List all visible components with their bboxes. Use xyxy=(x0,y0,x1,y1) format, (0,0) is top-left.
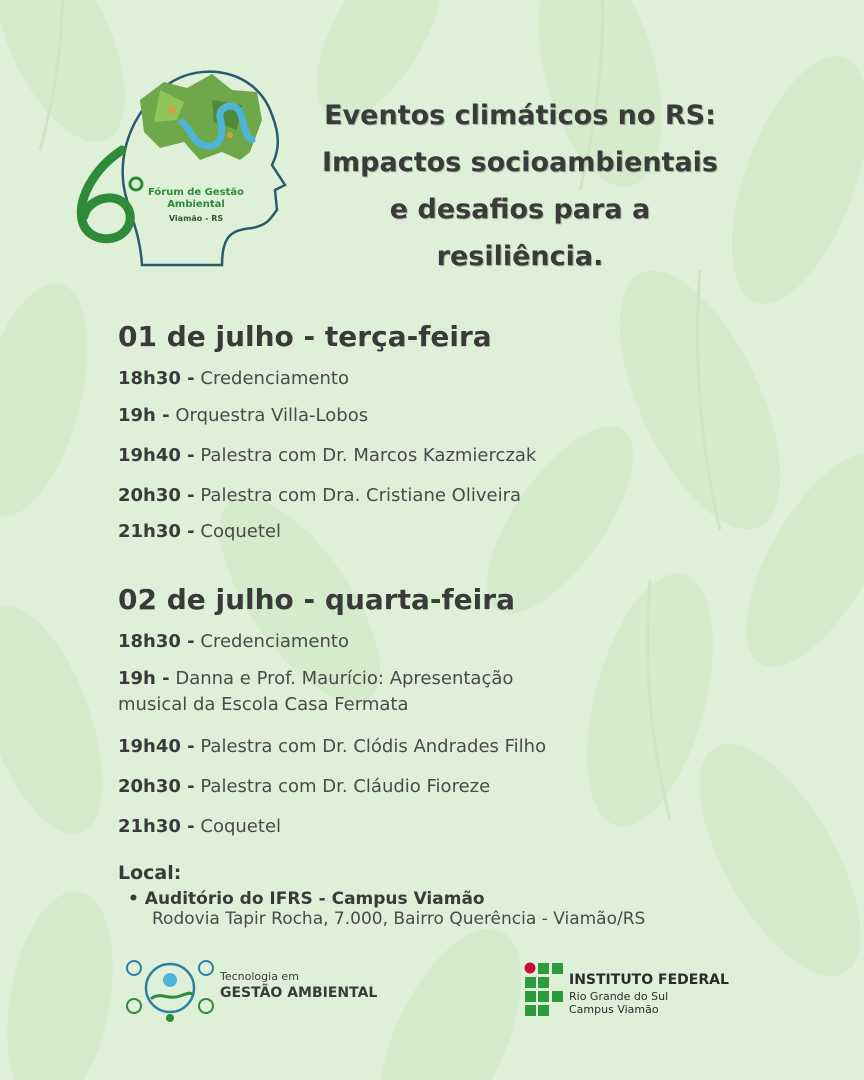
environment-hand-icon xyxy=(124,958,216,1022)
ifrs-name: INSTITUTO FEDERAL xyxy=(569,972,729,988)
schedule-item: 21h30 - Coquetel xyxy=(118,521,282,542)
location-label: Local: xyxy=(118,862,182,884)
tga-title: GESTÃO AMBIENTAL xyxy=(220,985,378,1001)
schedule-item: 19h40 - Palestra com Dr. Marcos Kazmierczak xyxy=(118,445,537,466)
forum-logo xyxy=(72,60,292,270)
schedule-item: 20h30 - Palestra com Dr. Cláudio Fioreze xyxy=(118,776,491,797)
schedule-item: 19h - Danna e Prof. Maurício: Apresentação musical da Escola Casa Fermata xyxy=(118,668,514,715)
tga-subtitle: Tecnologia em xyxy=(220,970,299,983)
schedule-item: 18h30 - Credenciamento xyxy=(118,368,349,389)
gestao-ambiental-logo xyxy=(124,958,384,1022)
forum-name: Fórum de Gestão Ambiental xyxy=(147,187,244,210)
ifrs-logo xyxy=(524,962,734,1018)
schedule-item: 21h30 - Coquetel xyxy=(118,816,282,837)
forum-city: Viamão - RS xyxy=(168,214,224,223)
event-title: Eventos climáticos no RS: Impactos socioambientais e desafios para a resiliência. xyxy=(321,100,718,272)
ifrs-campus: Campus Viamão xyxy=(569,1003,659,1016)
schedule-item: 20h30 - Palestra com Dra. Cristiane Oliveira xyxy=(118,485,521,506)
ifrs-state: Rio Grande do Sul xyxy=(569,990,669,1003)
location-venue: • Auditório do IFRS - Campus Viamão xyxy=(128,889,485,909)
forum-ordinal xyxy=(78,150,79,151)
ifrs-grid-icon xyxy=(524,962,564,1016)
schedule-item: 19h40 - Palestra com Dr. Clódis Andrades Filho xyxy=(118,736,547,757)
day-heading: 02 de julho - quarta-feira xyxy=(118,583,515,616)
schedule-item: 18h30 - Credenciamento xyxy=(118,631,349,652)
schedule-item: 19h - Orquestra Villa-Lobos xyxy=(118,405,369,426)
location-address: Rodovia Tapir Rocha, 7.000, Bairro Querência - Viamão/RS xyxy=(152,909,646,929)
day-heading: 01 de julho - terça-feira xyxy=(118,320,492,353)
